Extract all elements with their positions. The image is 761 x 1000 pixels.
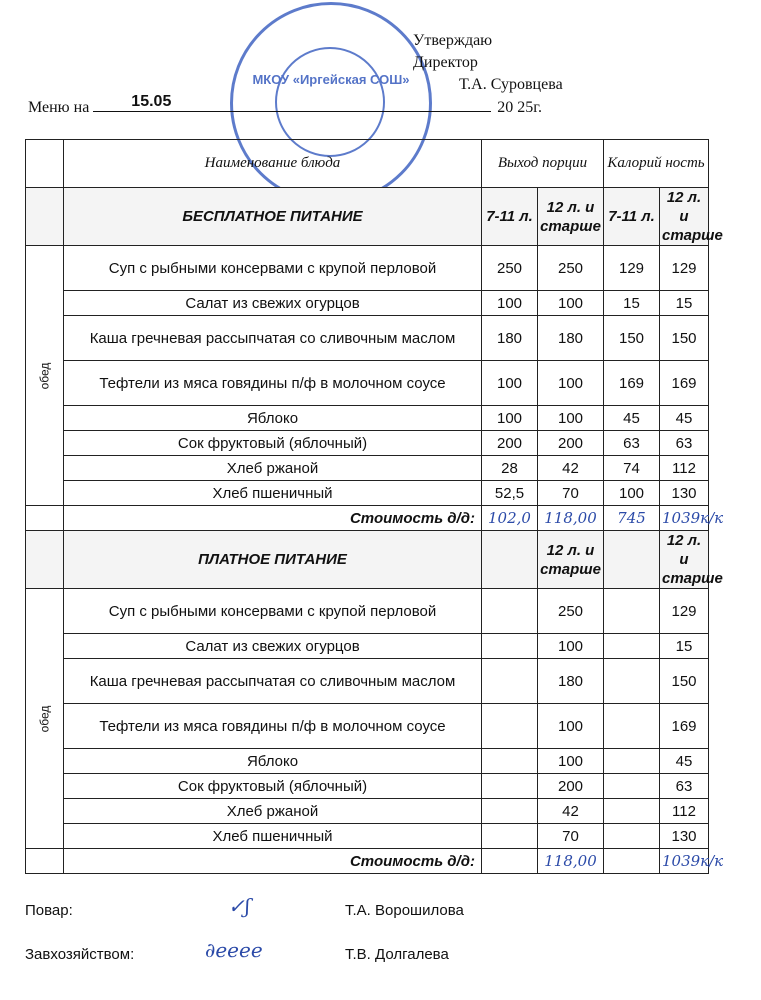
meal-label-cell bbox=[26, 246, 64, 506]
table-row bbox=[26, 704, 709, 749]
meal-label: обед bbox=[37, 362, 51, 389]
paid-sub-2: 12 л. и старше bbox=[660, 531, 709, 589]
kcal-7-11: 169 bbox=[604, 361, 660, 406]
kcal-7-11: 15 bbox=[604, 291, 660, 316]
kcal-12: 45 bbox=[660, 749, 709, 774]
free-cost-4: 1039к/к bbox=[660, 506, 709, 531]
cook-name: Т.А. Ворошилова bbox=[345, 902, 464, 919]
kcal-12: 15 bbox=[660, 634, 709, 659]
yield-12: 250 bbox=[538, 246, 604, 291]
free-sub-2: 12 л. и старше bbox=[538, 188, 604, 246]
approval-line-3: Т.А. Суровцева bbox=[459, 76, 563, 93]
free-cost-row bbox=[26, 506, 709, 531]
yield-7-11: 52,5 bbox=[482, 481, 538, 506]
kcal-7-11: 74 bbox=[604, 456, 660, 481]
kcal-12: 169 bbox=[660, 361, 709, 406]
menu-date: 15.05 bbox=[131, 93, 172, 110]
yield-12: 100 bbox=[538, 749, 604, 774]
yield-7-11: 200 bbox=[482, 431, 538, 456]
dish-name: Салат из свежих огурцов bbox=[64, 291, 482, 316]
table-row bbox=[26, 659, 709, 704]
dish-name: Яблоко bbox=[64, 749, 482, 774]
cook-signature: ✓ʃ bbox=[228, 894, 251, 918]
table-header-row bbox=[26, 140, 709, 188]
table-row bbox=[26, 481, 709, 506]
kcal-7-11: 63 bbox=[604, 431, 660, 456]
header-kcal: Калорий ность bbox=[604, 140, 709, 188]
paid-section-title: ПЛАТНОЕ ПИТАНИЕ bbox=[64, 531, 482, 589]
yield-12: 100 bbox=[538, 704, 604, 749]
kcal-7-11: 129 bbox=[604, 246, 660, 291]
table-row bbox=[26, 589, 709, 634]
paid-sub-empty-1 bbox=[482, 531, 538, 589]
paid-section-header bbox=[26, 531, 709, 589]
table-row bbox=[26, 246, 709, 291]
yield-7-11: 100 bbox=[482, 291, 538, 316]
table-row bbox=[26, 291, 709, 316]
empty-cell bbox=[604, 634, 660, 659]
manager-name: Т.В. Долгалева bbox=[345, 946, 449, 963]
table-row bbox=[26, 361, 709, 406]
empty-cell bbox=[482, 824, 538, 849]
stamp-text: МКОУ «Иргейская СОШ» bbox=[252, 72, 410, 87]
dish-name: Хлеб пшеничный bbox=[64, 824, 482, 849]
manager-signature: ∂eeee bbox=[205, 938, 263, 962]
dish-name: Каша гречневая рассыпчатая со сливочным маслом bbox=[64, 316, 482, 361]
empty-cell bbox=[482, 774, 538, 799]
yield-12: 100 bbox=[538, 291, 604, 316]
header-empty-cell bbox=[26, 140, 64, 188]
kcal-7-11: 100 bbox=[604, 481, 660, 506]
cook-label: Повар: bbox=[25, 902, 73, 919]
empty-cell bbox=[604, 704, 660, 749]
yield-7-11: 100 bbox=[482, 406, 538, 431]
free-cost-label: Стоимость д/д: bbox=[64, 506, 482, 531]
empty-cell bbox=[604, 774, 660, 799]
dish-name: Тефтели из мяса говядины п/ф в молочном соусе bbox=[64, 704, 482, 749]
dish-name: Каша гречневая рассыпчатая со сливочным маслом bbox=[64, 659, 482, 704]
dish-name: Суп с рыбными консервами с крупой перловой bbox=[64, 589, 482, 634]
free-sub-3: 7-11 л. bbox=[604, 188, 660, 246]
yield-7-11: 100 bbox=[482, 361, 538, 406]
menu-prefix: Меню на bbox=[28, 99, 90, 116]
empty-cell bbox=[604, 824, 660, 849]
paid-cost-row bbox=[26, 849, 709, 874]
yield-12: 250 bbox=[538, 589, 604, 634]
kcal-12: 130 bbox=[660, 824, 709, 849]
empty-cell bbox=[482, 634, 538, 659]
kcal-12: 63 bbox=[660, 774, 709, 799]
dish-name: Хлеб ржаной bbox=[64, 456, 482, 481]
date-blank bbox=[93, 95, 491, 112]
header-dish-name: Наименование блюда bbox=[64, 140, 482, 188]
kcal-7-11: 150 bbox=[604, 316, 660, 361]
yield-12: 70 bbox=[538, 824, 604, 849]
yield-12: 180 bbox=[538, 316, 604, 361]
approval-line-2: Директор bbox=[413, 54, 478, 71]
yield-7-11: 28 bbox=[482, 456, 538, 481]
empty-cell bbox=[604, 849, 660, 874]
table-row bbox=[26, 824, 709, 849]
approval-block bbox=[413, 30, 563, 96]
header-yield: Выход порции bbox=[482, 140, 604, 188]
section-empty-cell bbox=[26, 531, 64, 589]
table-row bbox=[26, 774, 709, 799]
free-sub-4: 12 л. и старше bbox=[660, 188, 709, 246]
free-cost-1: 102,0 bbox=[482, 506, 538, 531]
yield-12: 100 bbox=[538, 361, 604, 406]
kcal-12: 130 bbox=[660, 481, 709, 506]
kcal-12: 15 bbox=[660, 291, 709, 316]
kcal-12: 112 bbox=[660, 799, 709, 824]
dish-name: Салат из свежих огурцов bbox=[64, 634, 482, 659]
menu-date-line bbox=[28, 95, 542, 117]
kcal-12: 150 bbox=[660, 316, 709, 361]
table-row bbox=[26, 431, 709, 456]
cost-empty-cell bbox=[26, 849, 64, 874]
approval-line-1: Утверждаю bbox=[413, 32, 493, 49]
dish-name: Тефтели из мяса говядины п/ф в молочном соусе bbox=[64, 361, 482, 406]
free-section-title: БЕСПЛАТНОЕ ПИТАНИЕ bbox=[64, 188, 482, 246]
kcal-12: 112 bbox=[660, 456, 709, 481]
empty-cell bbox=[482, 799, 538, 824]
kcal-12: 129 bbox=[660, 246, 709, 291]
free-section-header bbox=[26, 188, 709, 246]
empty-cell bbox=[482, 659, 538, 704]
paid-cost-2: 1039к/к bbox=[660, 849, 709, 874]
free-cost-3: 745 bbox=[604, 506, 660, 531]
menu-table bbox=[25, 139, 724, 874]
empty-cell bbox=[604, 749, 660, 774]
free-cost-2: 118,00 bbox=[538, 506, 604, 531]
empty-cell bbox=[604, 799, 660, 824]
dish-name: Сок фруктовый (яблочный) bbox=[64, 431, 482, 456]
yield-7-11: 180 bbox=[482, 316, 538, 361]
dish-name: Хлеб пшеничный bbox=[64, 481, 482, 506]
yield-12: 100 bbox=[538, 406, 604, 431]
paid-cost-label: Стоимость д/д: bbox=[64, 849, 482, 874]
kcal-12: 63 bbox=[660, 431, 709, 456]
yield-7-11: 250 bbox=[482, 246, 538, 291]
table-row bbox=[26, 316, 709, 361]
empty-cell bbox=[482, 704, 538, 749]
yield-12: 100 bbox=[538, 634, 604, 659]
dish-name: Суп с рыбными консервами с крупой перловой bbox=[64, 246, 482, 291]
yield-12: 42 bbox=[538, 456, 604, 481]
dish-name: Яблоко bbox=[64, 406, 482, 431]
yield-12: 180 bbox=[538, 659, 604, 704]
paid-cost-1: 118,00 bbox=[538, 849, 604, 874]
kcal-12: 150 bbox=[660, 659, 709, 704]
yield-12: 70 bbox=[538, 481, 604, 506]
section-empty-cell bbox=[26, 188, 64, 246]
yield-12: 200 bbox=[538, 774, 604, 799]
dish-name: Хлеб ржаной bbox=[64, 799, 482, 824]
table-row bbox=[26, 634, 709, 659]
meal-label-cell bbox=[26, 589, 64, 849]
table-row bbox=[26, 799, 709, 824]
yield-12: 200 bbox=[538, 431, 604, 456]
cost-empty-cell bbox=[26, 506, 64, 531]
paid-sub-empty-2 bbox=[604, 531, 660, 589]
kcal-12: 169 bbox=[660, 704, 709, 749]
table-row bbox=[26, 456, 709, 481]
empty-cell bbox=[482, 749, 538, 774]
menu-year: 20 25г. bbox=[497, 99, 543, 116]
yield-12: 42 bbox=[538, 799, 604, 824]
manager-label: Завхозяйством: bbox=[25, 946, 135, 963]
empty-cell bbox=[482, 589, 538, 634]
kcal-12: 45 bbox=[660, 406, 709, 431]
paid-sub-1: 12 л. и старше bbox=[538, 531, 604, 589]
empty-cell bbox=[482, 849, 538, 874]
empty-cell bbox=[604, 589, 660, 634]
table-row bbox=[26, 406, 709, 431]
kcal-12: 129 bbox=[660, 589, 709, 634]
free-sub-1: 7-11 л. bbox=[482, 188, 538, 246]
meal-label: обед bbox=[37, 705, 51, 732]
empty-cell bbox=[604, 659, 660, 704]
dish-name: Сок фруктовый (яблочный) bbox=[64, 774, 482, 799]
kcal-7-11: 45 bbox=[604, 406, 660, 431]
table-row bbox=[26, 749, 709, 774]
